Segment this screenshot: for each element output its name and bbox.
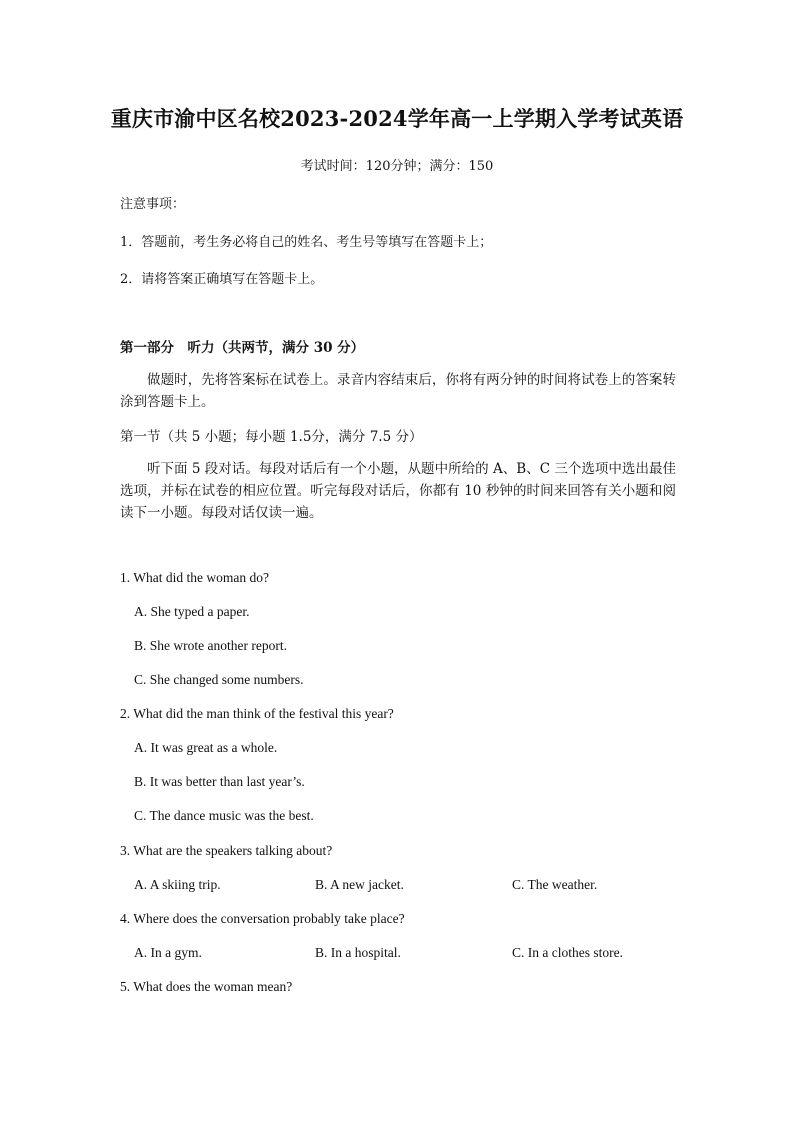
question-1-option-c: C. She changed some numbers. — [134, 672, 304, 687]
question-2-option-b: B. It was better than last year’s. — [134, 774, 305, 789]
exam-title: 重庆市渝中区名校2023-2024学年高一上学期入学考试英语 — [110, 106, 684, 131]
question-2-option-a: A. It was great as a whole. — [134, 740, 278, 755]
exam-subtitle: 考试时间：120分钟；满分：150 — [300, 159, 494, 174]
question-4-stem: 4. Where does the conversation probably take place? — [120, 911, 405, 926]
notes-heading: 注意事项： — [120, 197, 186, 212]
question-1-option-b: B. She wrote another report. — [134, 638, 287, 653]
notes-item-1: 1．答题前，考生务必将自己的姓名、考生号等填写在答题卡上； — [120, 235, 493, 250]
part1-instructions: 做题时，先将答案标在试卷上。录音内容结束后，你将有两分钟的时间将试卷上的答案转涂到答题卡上。 — [120, 372, 676, 410]
part1-heading: 第一部分 听力（共两节，满分 30 分） — [120, 340, 365, 356]
question-4-option-a: A. In a gym. — [134, 945, 202, 960]
question-4-option-c: C. In a clothes store. — [512, 945, 623, 960]
question-3-option-b: B. A new jacket. — [315, 877, 404, 892]
question-2-stem: 2. What did the man think of the festival this year? — [120, 706, 394, 721]
question-3-stem: 3. What are the speakers talking about? — [120, 843, 333, 858]
question-4-option-b: B. In a hospital. — [315, 945, 401, 960]
question-1-option-a: A. She typed a paper. — [134, 604, 250, 619]
question-3-option-c: C. The weather. — [512, 877, 598, 892]
section1-heading: 第一节（共 5 小题；每小题 1.5分，满分 7.5 分） — [120, 429, 423, 445]
question-1-stem: 1. What did the woman do? — [120, 570, 269, 585]
question-2-option-c: C. The dance music was the best. — [134, 808, 314, 823]
question-5-stem: 5. What does the woman mean? — [120, 979, 293, 994]
question-3-option-a: A. A skiing trip. — [134, 877, 221, 892]
section1-instructions: 听下面 5 段对话。每段对话后有一个小题，从题中所给的 A、B、C 三个选项中选出最佳选项，并标在试卷的相应位置。听完每段对话后，你都有 10 秒钟的时间来回答有关小题和阅读下一小题。每段对话仅读一遍。 — [120, 461, 676, 521]
notes-item-2: 2．请将答案正确填写在答题卡上。 — [120, 272, 324, 287]
